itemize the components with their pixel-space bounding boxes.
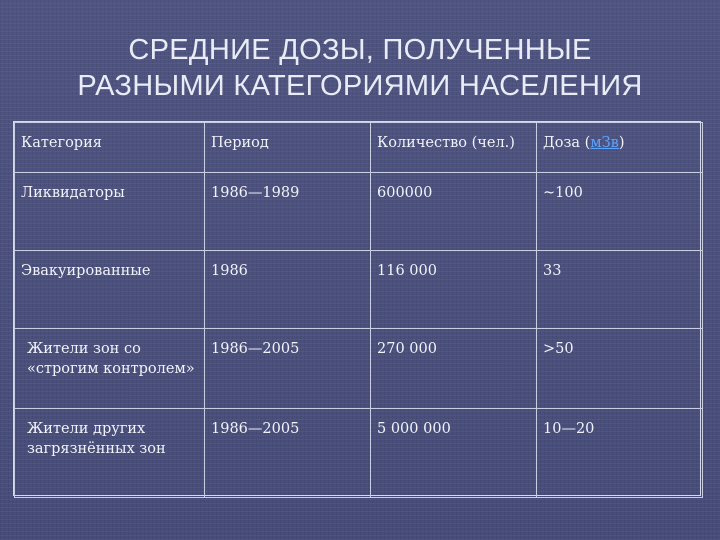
cell-count: 116 000 <box>371 251 537 329</box>
title-line-1: СРЕДНИЕ ДОЗЫ, ПОЛУЧЕННЫЕ <box>128 34 592 66</box>
cell-count: 5 000 000 <box>371 409 537 498</box>
table-row <box>15 251 703 329</box>
header-dose-suffix: ) <box>618 135 625 151</box>
table-header-row <box>15 123 703 173</box>
cell-category: Ликвидаторы <box>15 173 205 251</box>
cell-period: 1986—2005 <box>205 329 371 409</box>
cell-period: 1986 <box>205 251 371 329</box>
cell-count: 600000 <box>371 173 537 251</box>
header-period: Период <box>205 123 371 173</box>
cell-dose: >50 <box>537 329 703 409</box>
cell-dose: 33 <box>537 251 703 329</box>
header-dose <box>537 123 703 173</box>
table-row <box>15 409 703 498</box>
cell-dose: ~100 <box>537 173 703 251</box>
dose-unit-link[interactable]: мЗв <box>590 135 619 151</box>
cell-category: Жители других загрязнённых зон <box>15 409 205 498</box>
cell-dose: 10—20 <box>537 409 703 498</box>
table-row <box>15 329 703 409</box>
page-title <box>0 32 720 104</box>
cell-category: Эвакуированные <box>15 251 205 329</box>
table-row <box>15 173 703 251</box>
title-line-2: РАЗНЫМИ КАТЕГОРИЯМИ НАСЕЛЕНИЯ <box>77 70 643 102</box>
dose-table <box>13 121 701 496</box>
header-count: Количество (чел.) <box>371 123 537 173</box>
header-dose-prefix: Доза ( <box>543 135 591 151</box>
cell-count: 270 000 <box>371 329 537 409</box>
cell-period: 1986—1989 <box>205 173 371 251</box>
cell-period: 1986—2005 <box>205 409 371 498</box>
header-category: Категория <box>15 123 205 173</box>
cell-category: Жители зон со «строгим контролем» <box>15 329 205 409</box>
